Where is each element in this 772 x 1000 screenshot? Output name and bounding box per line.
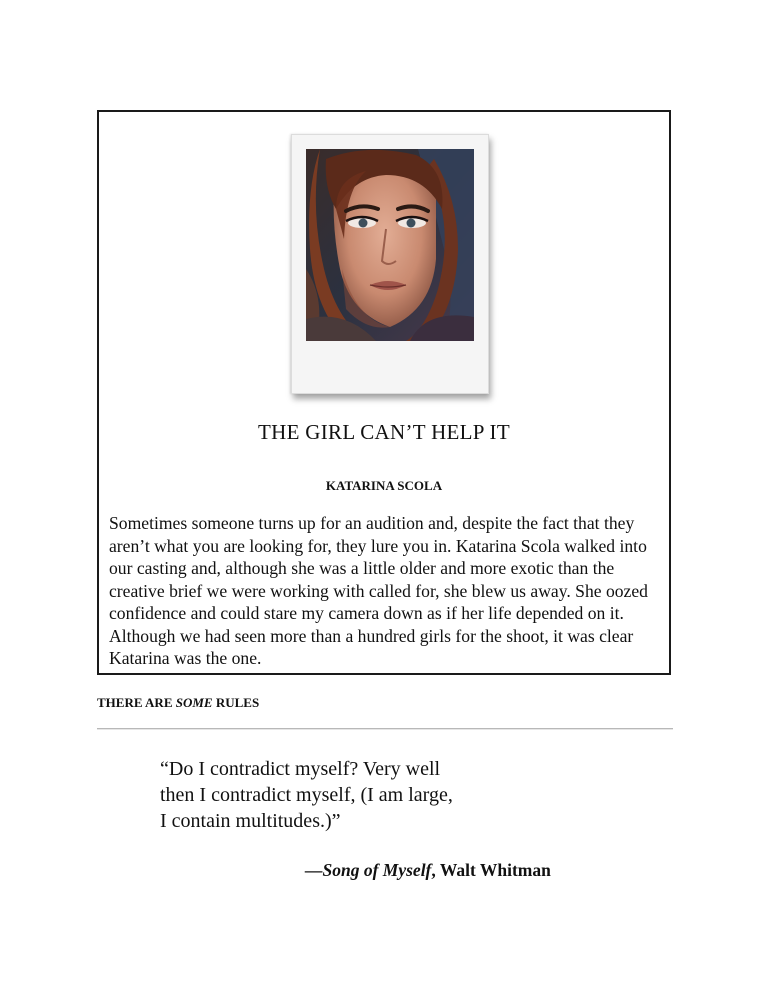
polaroid-frame (291, 134, 489, 394)
attribution-dash: — (305, 860, 323, 880)
portrait-illustration (306, 149, 474, 341)
epigraph-quote: “Do I contradict myself? Very well then I contradict myself, (I am large, I contain multitudes.)” (160, 758, 453, 832)
feature-paragraph: Sometimes someone turns up for an audition and, despite the fact that they aren’t what you are looking for, they lure you in. Katarina Scola walked into our casting and, although she was a little older and more exotic than the creative brief we were working with called for, she blew us away. She oozed confidence and could stare my camera down as if her life depended on it. Although we had seen more than a hundred girls for the shoot, it was clear Katarina was the one. (109, 513, 648, 668)
epigraph-attribution (305, 860, 551, 881)
attribution-work: Song of Myself (322, 860, 432, 880)
section-divider (97, 728, 673, 729)
attribution-author: Walt Whitman (439, 860, 551, 880)
section-heading-pre: THERE ARE (97, 695, 176, 710)
subject-name: KATARINA SCOLA (325, 478, 443, 493)
portrait-photo (306, 149, 474, 341)
section-heading (97, 695, 259, 711)
feature-title: THE GIRL CAN’T HELP IT (258, 420, 510, 444)
feature-box (97, 110, 671, 675)
section-heading-post: RULES (212, 695, 260, 710)
section-heading-emphasis: SOME (175, 695, 213, 710)
attribution-separator: , (431, 860, 440, 880)
